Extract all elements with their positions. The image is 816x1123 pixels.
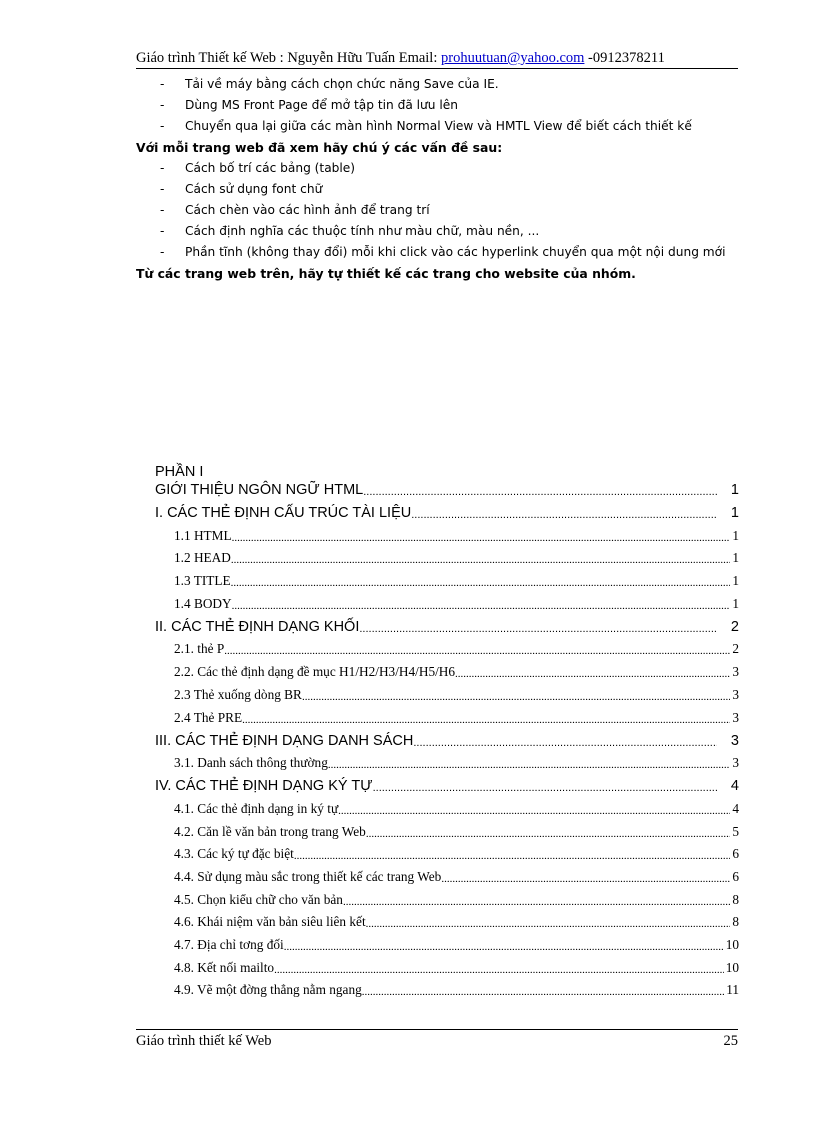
toc-entry[interactable]: 3.1. Danh sách thông thường ..... 3: [155, 749, 739, 772]
toc-entry[interactable]: 1.1 HTML ..... 1: [155, 521, 739, 544]
header-email-link[interactable]: prohuutuan@yahoo.com: [441, 50, 585, 66]
toc-section-3[interactable]: III. CÁC THẺ ĐỊNH DẠNG DANH SÁCH ..... 3: [155, 726, 739, 749]
toc-entry[interactable]: 4.1. Các thẻ định dạng in ký tự ..... 4: [155, 794, 739, 817]
bullet-dash: -: [160, 182, 165, 196]
list-item: - Phần tĩnh (không thay đổi) mỗi khi click vào các hyperlink chuyển qua một nội dung mới: [136, 242, 740, 263]
notice-bullet-list: [136, 158, 740, 263]
toc-entry[interactable]: 4.8. Kết nối mailto ..... 10: [155, 953, 739, 976]
list-item: - Cách bố trí các bảng (table): [136, 158, 740, 179]
list-item: - Cách sử dụng font chữ: [136, 179, 740, 200]
table-of-contents: [155, 464, 739, 998]
header-text: Giáo trình Thiết kế Web : Nguyễn Hữu Tuấn Email:: [136, 50, 441, 66]
bullet-dash: -: [160, 77, 165, 91]
page-number: 25: [723, 1033, 738, 1049]
bullet-dash: -: [160, 161, 165, 175]
list-item: - Tải về máy bằng cách chọn chức năng Save của IE.: [136, 74, 740, 95]
bullet-dash: -: [160, 119, 165, 133]
toc-entry[interactable]: 4.5. Chọn kiểu chữ cho văn bản ..... 8: [155, 885, 739, 908]
toc-entry[interactable]: 1.3 TITLE ..... 1: [155, 566, 739, 589]
toc-entry[interactable]: 1.4 BODY ..... 1: [155, 589, 739, 612]
toc-section-1[interactable]: I. CÁC THẺ ĐỊNH CẤU TRÚC TÀI LIỆU ..... 1: [155, 498, 739, 521]
toc-part-label: PHẦN I: [155, 464, 204, 480]
toc-entry[interactable]: 4.7. Địa chỉ tơng đối ..... 10: [155, 930, 739, 953]
closing-line: Từ các trang web trên, hãy tự thiết kế các trang cho website của nhóm.: [136, 266, 636, 281]
bullet-dash: -: [160, 98, 165, 112]
page-footer: [136, 1029, 738, 1050]
toc-entry[interactable]: 2.1. thẻ P ..... 2: [155, 635, 739, 658]
toc-entry[interactable]: 4.2. Căn lề văn bản trong trang Web ..... 5: [155, 817, 739, 840]
intro-bullet-list: [136, 74, 740, 137]
header-phone: -0912378211: [584, 50, 665, 66]
toc-entry[interactable]: 2.2. Các thẻ định dạng đề mục H1/H2/H3/H4/H5/H6 ..... 3: [155, 657, 739, 680]
footer-title: Giáo trình thiết kế Web: [136, 1033, 272, 1049]
bullet-dash: -: [160, 224, 165, 238]
toc-entry[interactable]: 4.6. Khái niệm văn bản siêu liên kết ..... 8: [155, 908, 739, 931]
toc-entry[interactable]: 2.4 Thẻ PRE ..... 3: [155, 703, 739, 726]
toc-section-4[interactable]: IV. CÁC THẺ ĐỊNH DẠNG KÝ TỰ ..... 4: [155, 771, 739, 794]
bullet-dash: -: [160, 245, 165, 259]
toc-part-title[interactable]: GIỚI THIỆU NGÔN NGỮ HTML ..... 1: [155, 480, 739, 498]
list-item: - Cách chèn vào các hình ảnh để trang trí: [136, 200, 740, 221]
body-text: [136, 74, 740, 284]
list-item: - Chuyển qua lại giữa các màn hình Normal View và HMTL View để biết cách thiết kế: [136, 116, 740, 137]
toc-entry[interactable]: 4.9. Vẽ một đờng thẳng nằm ngang ..... 11: [155, 976, 739, 999]
toc-section-2[interactable]: II. CÁC THẺ ĐỊNH DẠNG KHỐI ..... 2: [155, 612, 739, 635]
toc-entry[interactable]: 2.3 Thẻ xuống dòng BR ..... 3: [155, 680, 739, 703]
page-header: [136, 50, 738, 69]
list-item: - Cách định nghĩa các thuộc tính như màu chữ, màu nền, ...: [136, 221, 740, 242]
notice-heading: Với mỗi trang web đã xem hãy chú ý các vấn đề sau:: [136, 140, 503, 155]
toc-entry[interactable]: 4.3. Các ký tự đặc biệt ..... 6: [155, 840, 739, 863]
bullet-dash: -: [160, 203, 165, 217]
list-item: - Dùng MS Front Page để mở tập tin đã lưu lên: [136, 95, 740, 116]
toc-entry[interactable]: 1.2 HEAD ..... 1: [155, 544, 739, 567]
toc-entry[interactable]: 4.4. Sử dụng màu sắc trong thiết kế các trang Web ..... 6: [155, 862, 739, 885]
